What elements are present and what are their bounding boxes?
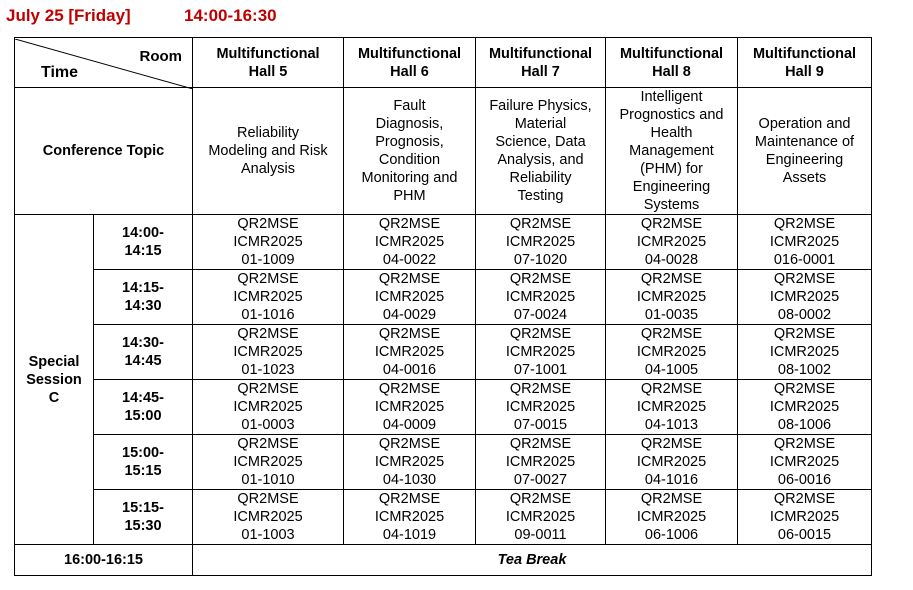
hall-header: Multifunctional Hall 7 (476, 38, 606, 88)
time-label: Time (41, 63, 79, 81)
room-label: Room (139, 47, 182, 65)
tea-break-time: 16:00-16:15 (15, 545, 193, 576)
paper-cell: QR2MSE ICMR2025 04-1005 (606, 325, 738, 380)
paper-cell: QR2MSE ICMR2025 04-0029 (344, 270, 476, 325)
time-range-label: 14:00-16:30 (184, 6, 277, 25)
tea-break-row (15, 545, 872, 576)
hall-header: Multifunctional Hall 9 (738, 38, 872, 88)
paper-cell: QR2MSE ICMR2025 01-0003 (193, 380, 344, 435)
paper-cell: QR2MSE ICMR2025 04-0022 (344, 215, 476, 270)
schedule-header (6, 6, 277, 26)
paper-cell: QR2MSE ICMR2025 04-1030 (344, 435, 476, 490)
schedule-table (14, 37, 872, 576)
paper-cell: QR2MSE ICMR2025 04-1013 (606, 380, 738, 435)
paper-cell: QR2MSE ICMR2025 07-1020 (476, 215, 606, 270)
paper-cell: QR2MSE ICMR2025 06-0016 (738, 435, 872, 490)
paper-cell: QR2MSE ICMR2025 01-1003 (193, 490, 344, 545)
paper-cell: QR2MSE ICMR2025 04-0028 (606, 215, 738, 270)
slot-row (15, 380, 872, 435)
hall-header: Multifunctional Hall 6 (344, 38, 476, 88)
paper-cell: QR2MSE ICMR2025 08-1006 (738, 380, 872, 435)
paper-cell: QR2MSE ICMR2025 01-1009 (193, 215, 344, 270)
session-label: Special Session C (15, 215, 94, 545)
paper-cell: QR2MSE ICMR2025 06-0015 (738, 490, 872, 545)
slot-row (15, 325, 872, 380)
paper-cell: QR2MSE ICMR2025 01-1023 (193, 325, 344, 380)
paper-cell: QR2MSE ICMR2025 01-1016 (193, 270, 344, 325)
slot-time: 14:45- 15:00 (94, 380, 193, 435)
slot-time: 15:00- 15:15 (94, 435, 193, 490)
paper-cell: QR2MSE ICMR2025 08-1002 (738, 325, 872, 380)
slot-time: 14:30- 14:45 (94, 325, 193, 380)
paper-cell: QR2MSE ICMR2025 01-1010 (193, 435, 344, 490)
hall-header: Multifunctional Hall 8 (606, 38, 738, 88)
paper-cell: QR2MSE ICMR2025 06-1006 (606, 490, 738, 545)
paper-cell: QR2MSE ICMR2025 01-0035 (606, 270, 738, 325)
paper-cell: QR2MSE ICMR2025 04-0009 (344, 380, 476, 435)
paper-cell: QR2MSE ICMR2025 07-1001 (476, 325, 606, 380)
topic-cell: Intelligent Prognostics and Health Management (PHM) for Engineering Systems (606, 88, 738, 215)
paper-cell: QR2MSE ICMR2025 04-0016 (344, 325, 476, 380)
paper-cell: QR2MSE ICMR2025 08-0002 (738, 270, 872, 325)
paper-cell: QR2MSE ICMR2025 07-0015 (476, 380, 606, 435)
slot-time: 14:15- 14:30 (94, 270, 193, 325)
hall-header: Multifunctional Hall 5 (193, 38, 344, 88)
slot-row (15, 435, 872, 490)
corner-cell (15, 38, 193, 88)
slot-time: 15:15- 15:30 (94, 490, 193, 545)
paper-cell: QR2MSE ICMR2025 016-0001 (738, 215, 872, 270)
paper-cell: QR2MSE ICMR2025 09-0011 (476, 490, 606, 545)
paper-cell: QR2MSE ICMR2025 04-1019 (344, 490, 476, 545)
slot-row (15, 270, 872, 325)
topic-cell: Fault Diagnosis, Prognosis, Condition Monitoring and PHM (344, 88, 476, 215)
date-label: July 25 [Friday] (6, 6, 131, 25)
slot-row (15, 490, 872, 545)
slot-time: 14:00- 14:15 (94, 215, 193, 270)
topic-cell: Failure Physics, Material Science, Data Analysis, and Reliability Testing (476, 88, 606, 215)
paper-cell: QR2MSE ICMR2025 07-0027 (476, 435, 606, 490)
paper-cell: QR2MSE ICMR2025 04-1016 (606, 435, 738, 490)
topic-cell: Reliability Modeling and Risk Analysis (193, 88, 344, 215)
conference-topic-label: Conference Topic (15, 88, 193, 215)
topic-row (15, 88, 872, 215)
hall-header-row (15, 38, 872, 88)
topic-cell: Operation and Maintenance of Engineering Assets (738, 88, 872, 215)
paper-cell: QR2MSE ICMR2025 07-0024 (476, 270, 606, 325)
slot-row (15, 215, 872, 270)
tea-break-label: Tea Break (193, 545, 872, 576)
